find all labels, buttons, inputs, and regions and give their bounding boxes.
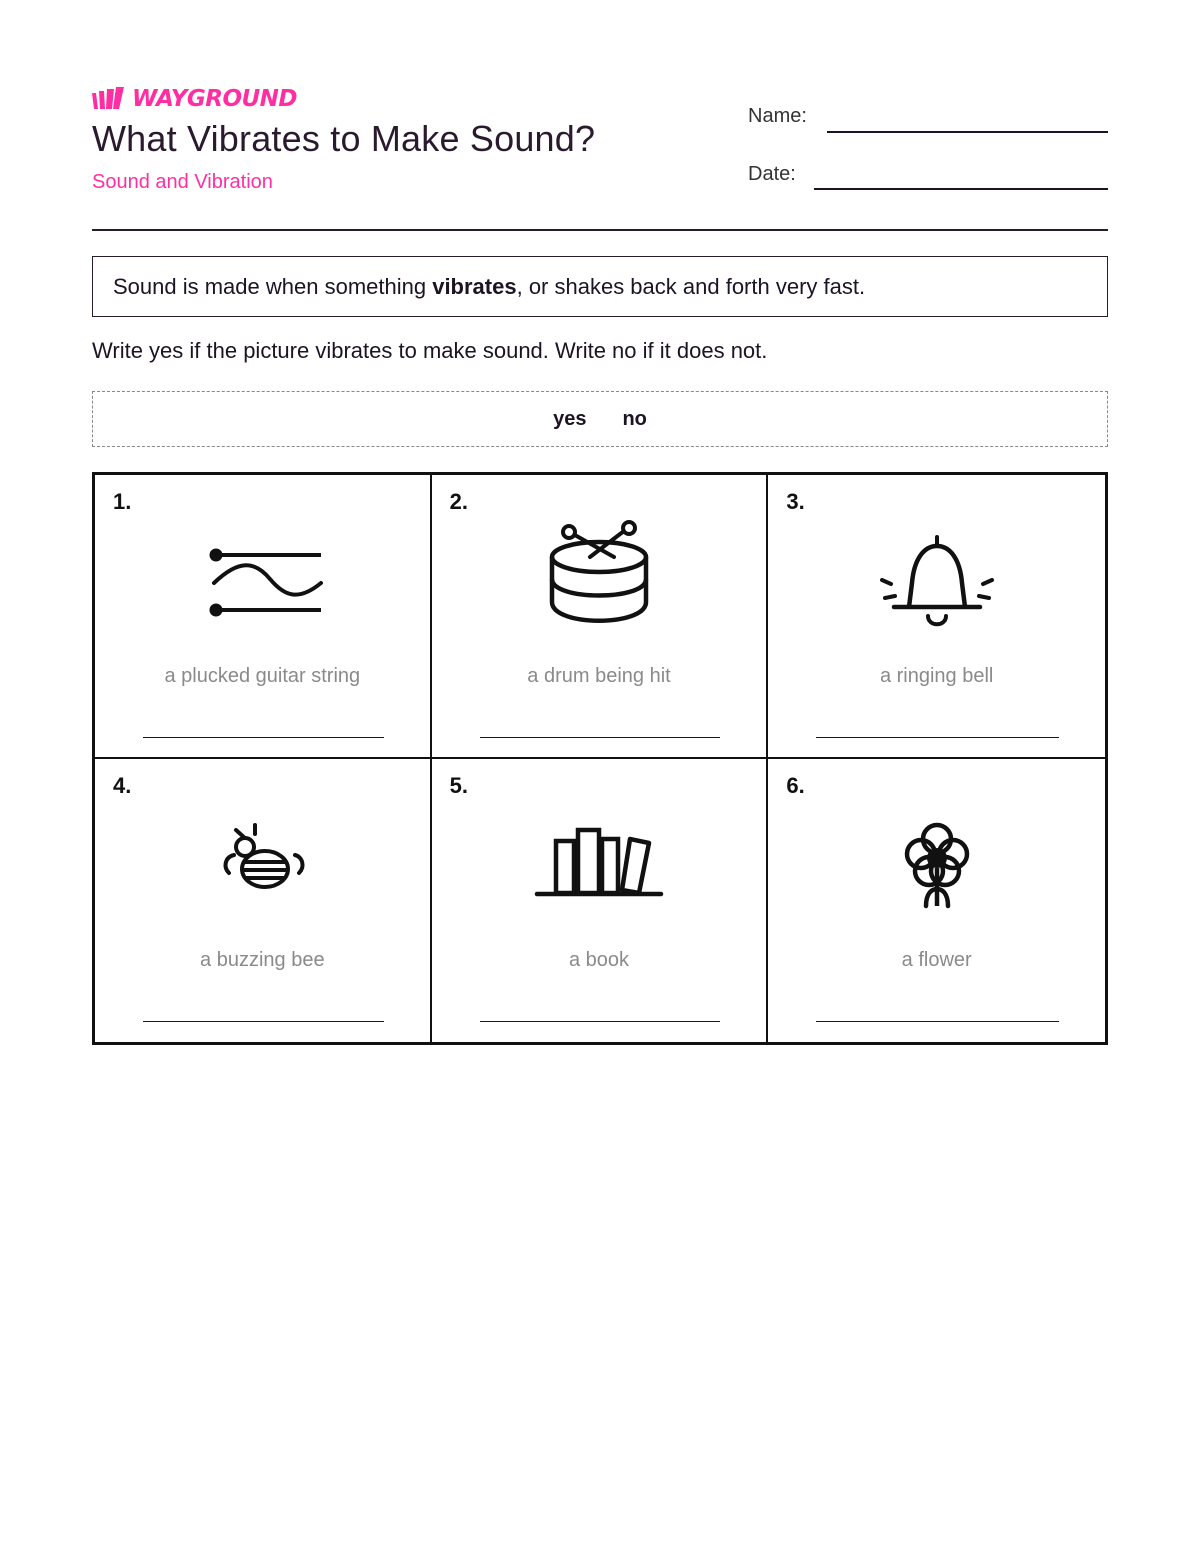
page-subtitle: Sound and Vibration bbox=[92, 171, 273, 193]
guitar-string-icon bbox=[197, 517, 327, 627]
intro-text: Sound is made when something vibrates, or shakes back and forth very fast. bbox=[113, 273, 866, 299]
question-caption: a drum being hit bbox=[527, 665, 671, 687]
word-bank-yes: yes bbox=[553, 407, 587, 430]
intro-keyword: vibrates bbox=[432, 273, 517, 299]
question-number: 1. bbox=[113, 489, 132, 514]
question-number: 5. bbox=[449, 772, 469, 798]
answer-line[interactable] bbox=[480, 737, 721, 738]
question-caption: a flower bbox=[901, 948, 972, 971]
question-grid bbox=[92, 472, 1108, 1045]
question-card bbox=[432, 475, 769, 759]
word-bank bbox=[92, 391, 1108, 447]
question-number: 2. bbox=[449, 489, 469, 514]
bell-icon bbox=[872, 517, 1002, 627]
question-card bbox=[768, 475, 1105, 759]
brand-logo bbox=[92, 86, 297, 112]
question-card bbox=[95, 475, 432, 759]
instructions: Write yes if the picture vibrates to make sound. Write no if it does not. bbox=[92, 338, 768, 363]
question-number: 3. bbox=[786, 489, 805, 514]
question-card bbox=[768, 759, 1105, 1043]
name-label: Name: bbox=[748, 105, 807, 127]
page-title: What Vibrates to Make Sound? bbox=[92, 118, 596, 159]
flower-icon bbox=[872, 801, 1002, 911]
answer-line[interactable] bbox=[480, 1021, 721, 1022]
answer-line[interactable] bbox=[816, 1021, 1059, 1022]
question-number: 4. bbox=[113, 772, 132, 798]
intro-box bbox=[92, 256, 1108, 317]
question-caption: a plucked guitar string bbox=[164, 665, 361, 687]
header-divider bbox=[92, 229, 1108, 231]
drum-icon bbox=[534, 517, 664, 627]
question-number: 6. bbox=[786, 772, 805, 798]
brand-name: WAYGROUND bbox=[132, 86, 298, 112]
date-label: Date: bbox=[748, 163, 796, 185]
question-caption: a book bbox=[568, 948, 630, 971]
answer-line[interactable] bbox=[143, 1021, 384, 1022]
books-icon bbox=[534, 801, 664, 911]
date-field[interactable] bbox=[814, 188, 1108, 190]
question-caption: a ringing bell bbox=[879, 665, 994, 687]
name-field[interactable] bbox=[827, 131, 1108, 133]
question-caption: a buzzing bee bbox=[200, 948, 325, 971]
question-card bbox=[432, 759, 769, 1043]
bee-icon bbox=[197, 801, 327, 911]
answer-line[interactable] bbox=[816, 737, 1059, 738]
answer-line[interactable] bbox=[143, 737, 384, 738]
question-card bbox=[95, 759, 432, 1043]
word-bank-no: no bbox=[622, 407, 647, 430]
wayground-logo-icon bbox=[92, 87, 126, 111]
